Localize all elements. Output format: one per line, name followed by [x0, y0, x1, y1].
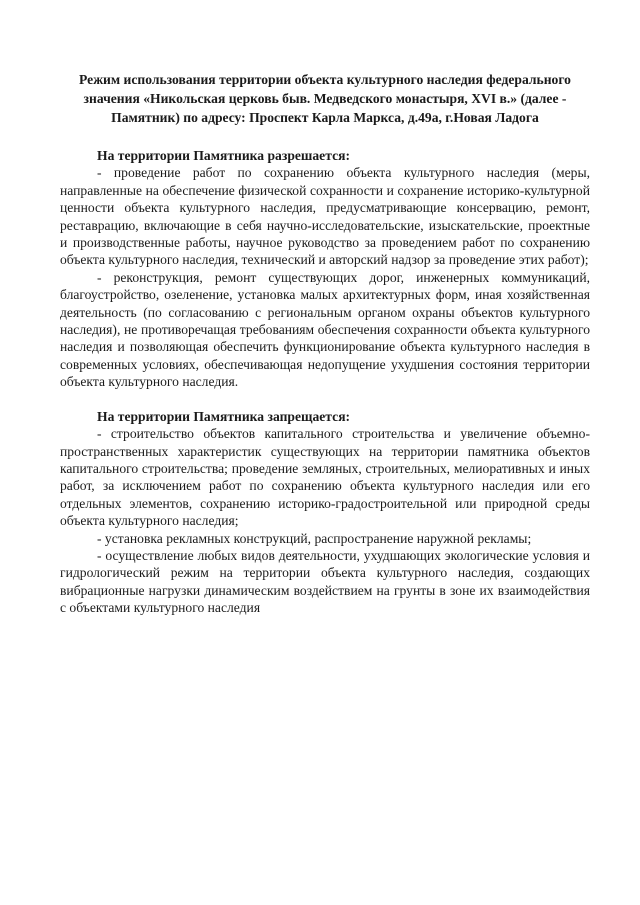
document-title: Режим использования территории объекта культурного наследия федерального значения «Никольская церковь быв. Медведского монастыря, XVI в.» (далее - Памятник) по адресу: Проспект Карла Маркса, д.49а, г.Новая Ладога — [79, 72, 571, 125]
document-body — [60, 147, 590, 617]
allowed-item: - реконструкция, ремонт существующих дорог, инженерных коммуникаций, благоустройство, озеленение, установка малых архитектурных форм, иная хозяйственная деятельность (по согласованию с региональным органом охраны объектов культурного наследия), не противоречащая требованиям обеспечения сохранности объекта культурного наследия и позволяющая обеспечить функционирование объекта культурного наследия в современных условиях, обеспечивающая недопущение ухудшения состояния территории объекта культурного наследия. — [60, 269, 590, 390]
section-heading-allowed: На территории Памятника разрешается: — [97, 148, 350, 163]
section-heading-forbidden: На территории Памятника запрещается: — [97, 408, 351, 424]
section-spacer — [60, 391, 590, 408]
forbidden-item: - установка рекламных конструкций, распространение наружной рекламы; — [97, 530, 532, 546]
allowed-item: - проведение работ по сохранению объекта культурного наследия (меры, направленные на обеспечение физической сохранности и сохранение историко-культурной ценности объекта культурного наследия, предусматривающие консервацию, ремонт, реставрацию, включающие в себя научно-исследовательские, изыскательские, проектные и производственные работы, научное руководство за проведением работ по сохранению объекта культурного наследия, технический и авторский надзор за проведение этих работ); — [60, 165, 590, 268]
forbidden-item: - строительство объектов капитального строительства и увеличение объемно-пространственных характеристик существующих на территории памятника объектов капитального строительства; проведение земляных, строительных, мелиоративных и иных работ, за исключением работ по сохранению объекта культурного наследия или его отдельных элементов, сохранению историко-градостроительной или природной среды объекта культурного наследия; — [60, 426, 590, 529]
forbidden-item: - осуществление любых видов деятельности, ухудшающих экологические условия и гидрологический режим на территории объекта культурного наследия, создающих вибрационные нагрузки динамическим воздействием на грунты в зоне их взаимодействия с объектами культурного наследия — [60, 547, 590, 616]
